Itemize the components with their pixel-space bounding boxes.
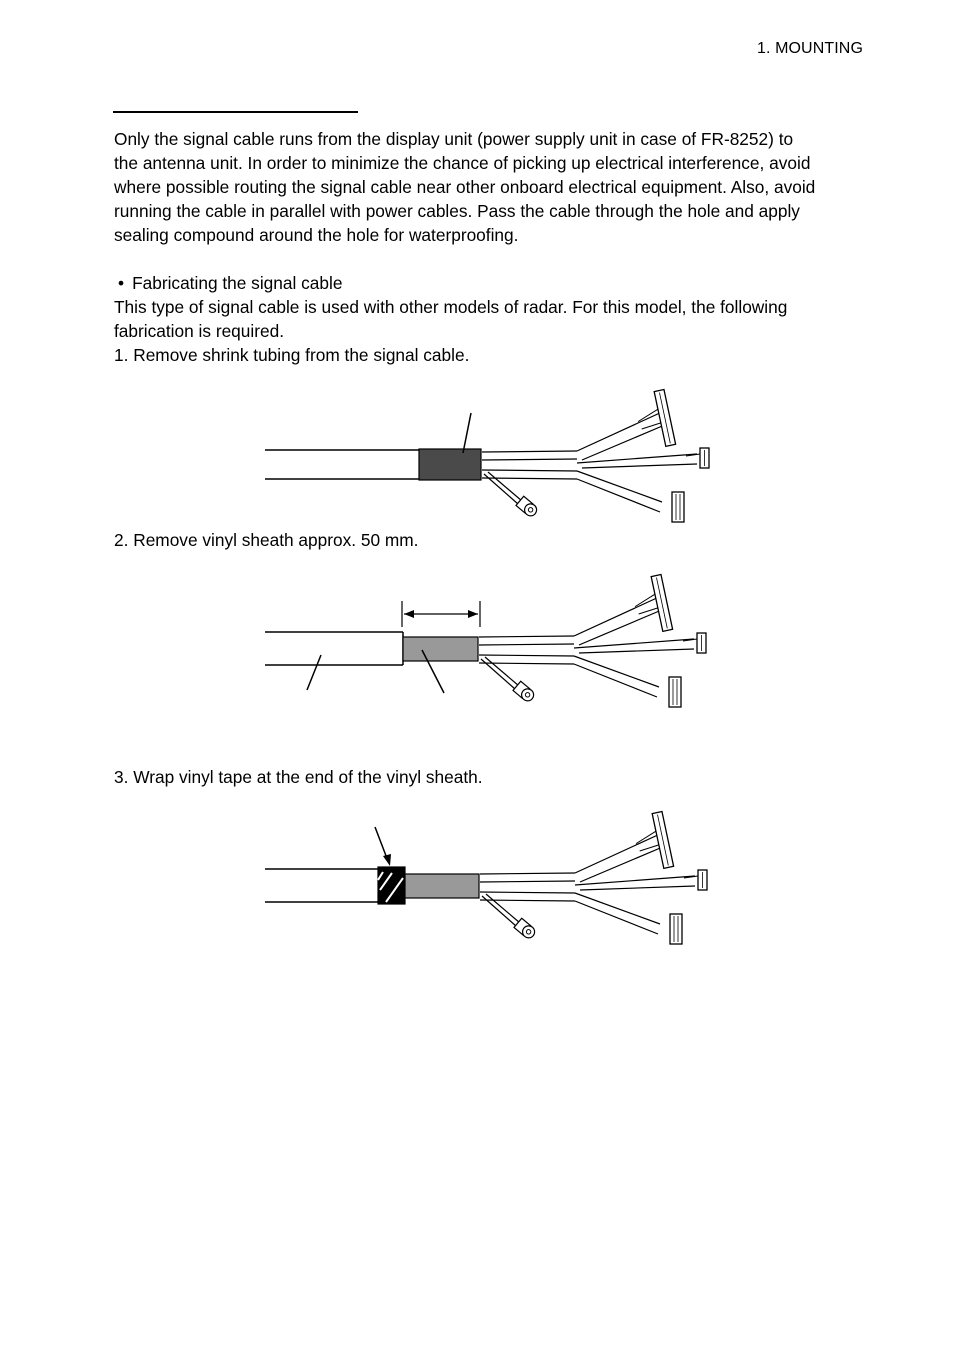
intro-line: sealing compound around the hole for waterproofing. <box>114 225 519 245</box>
section-header: 1. MOUNTING <box>757 40 863 57</box>
intro-line: running the cable in parallel with power cables. Pass the cable through the hole and apply <box>114 201 800 221</box>
shrink-tubing <box>419 449 481 480</box>
step-3: 3. Wrap vinyl tape at the end of the vinyl sheath. <box>114 767 483 787</box>
fabrication-heading-text: Fabricating the signal cable <box>132 273 343 293</box>
fabrication-line: fabrication is required. <box>114 321 285 341</box>
fabrication-line: This type of signal cable is used with other models of radar. For this model, the following <box>114 297 788 317</box>
intro-line: the antenna unit. In order to minimize the chance of picking up electrical interference, avoid <box>114 153 811 173</box>
intro-line: Only the signal cable runs from the display unit (power supply unit in case of FR-8252) to <box>114 129 794 149</box>
figure-3-cable <box>265 812 707 944</box>
vinyl-sheath-leader <box>307 655 321 690</box>
intro-line: where possible routing the signal cable near other onboard electrical equipment. Also, avoid <box>114 177 816 197</box>
step-2: 2. Remove vinyl sheath approx. 50 mm. <box>114 530 419 550</box>
figure-1-cable <box>265 390 709 522</box>
shrink-tubing-leader <box>463 413 471 453</box>
figure-2-cable <box>265 575 706 707</box>
bullet-icon: • <box>118 273 125 293</box>
step-1: 1. Remove shrink tubing from the signal cable. <box>114 345 470 365</box>
shield <box>405 874 479 898</box>
shield <box>403 637 478 661</box>
